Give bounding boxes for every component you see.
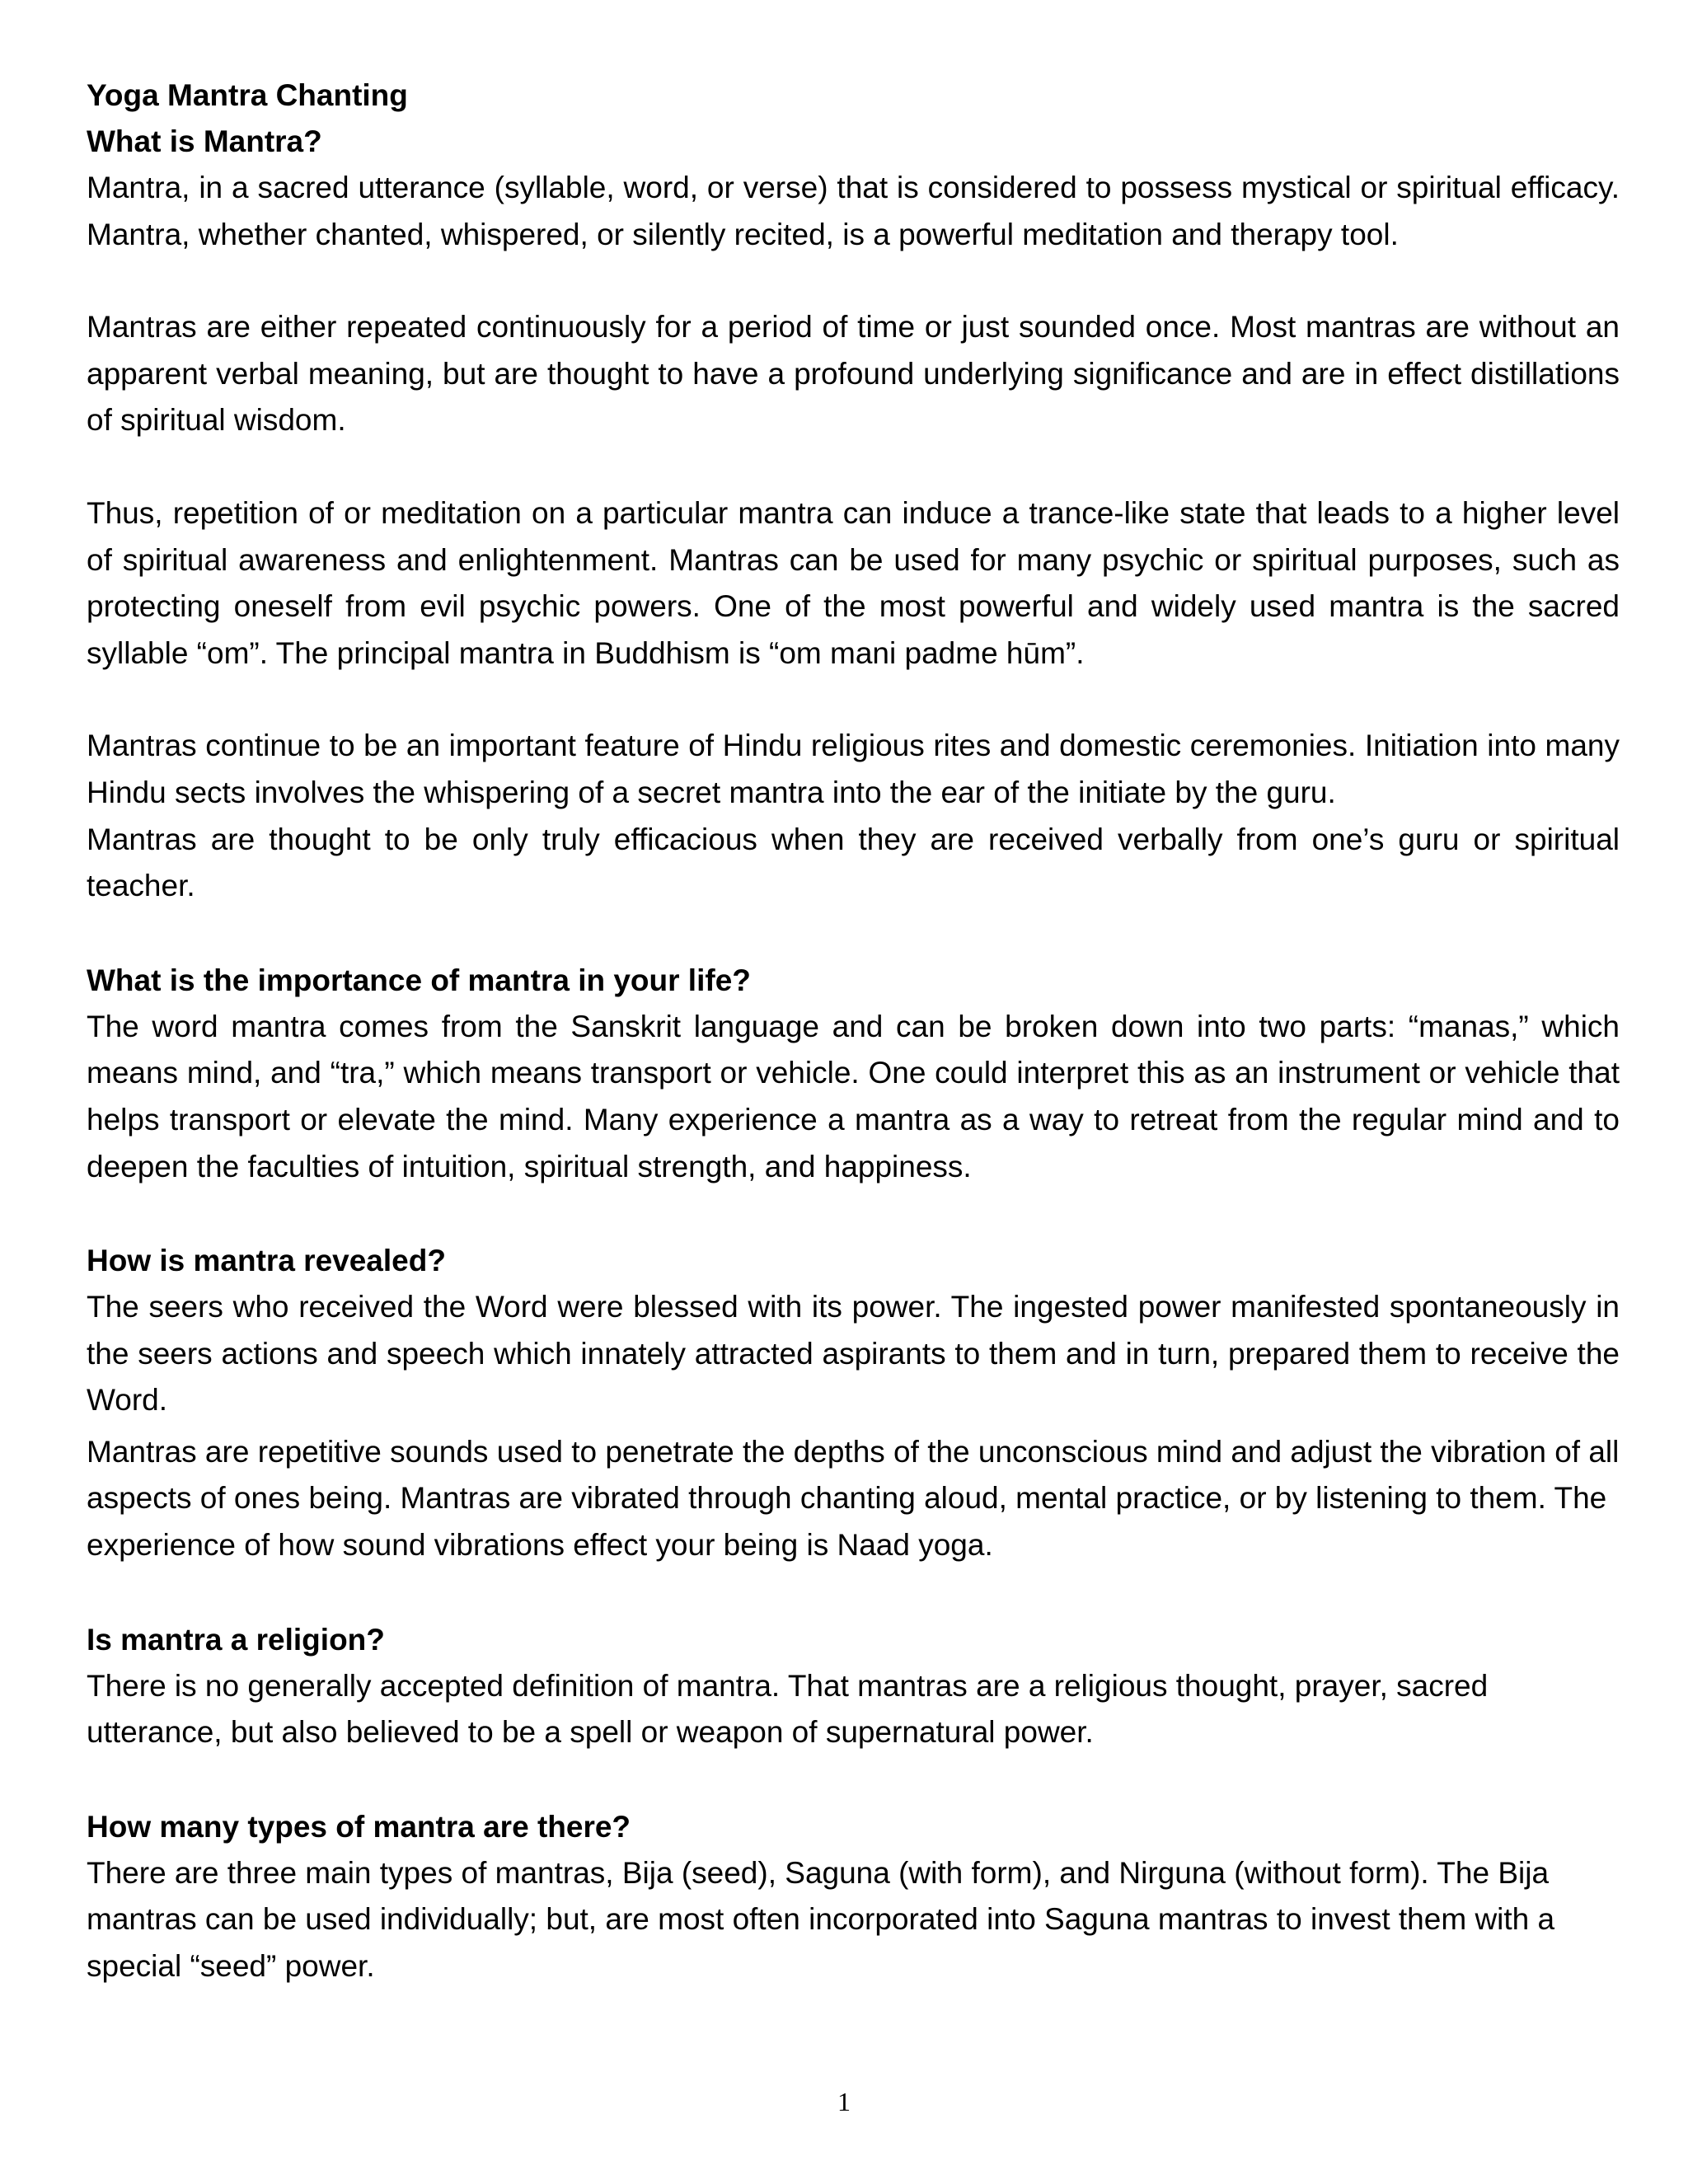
section-heading-what-is-mantra: What is Mantra? bbox=[87, 124, 322, 158]
page-number: 1 bbox=[837, 2087, 851, 2116]
paragraph-seers: The seers who received the Word were blessed with its power. The ingested power manifested spontaneously in the seers actions and speech which innately attracted aspirants to them and in turn, prepared them to receive the Word. bbox=[87, 1290, 1620, 1418]
paragraph-hindu-rites: Mantras continue to be an important feature of Hindu religious rites and domestic ceremonies. Initiation into many Hindu sects involves the whispering of a secret mantra into the ear of the initiate by the guru. bbox=[87, 729, 1620, 809]
document-page bbox=[87, 73, 1620, 1990]
section-heading-religion: Is mantra a religion? bbox=[87, 1622, 385, 1657]
paragraph-types: There are three main types of mantras, Bija (seed), Saguna (with form), and Nirguna (without form). The Bija mantras can be used individually; but, are most often incorporated into Saguna mantras to invest them with a special “seed” power. bbox=[87, 1855, 1555, 1984]
paragraph-repetitive-sounds: Mantras are repetitive sounds used to penetrate the depths of the unconscious mind and adjust the vibration of all aspects of ones being. Mantras are vibrated through chanting aloud, mental practice, or by listening to them. The experience of how sound vibrations effect your being is Naad yoga. bbox=[87, 1434, 1620, 1563]
paragraph-mantra-repetition: Mantras are either repeated continuously for a period of time or just sounded once. Most mantras are without an apparent verbal meaning, but are thought to have a profound underlying significance and are in effect distillations of spiritual wisdom. bbox=[87, 310, 1620, 438]
paragraph-mantra-definition: Mantra, in a sacred utterance (syllable, word, or verse) that is considered to possess mystical or spiritual efficacy. Mantra, whether chanted, whispered, or silently recited, is a powerful meditation and therapy tool. bbox=[87, 171, 1620, 251]
section-heading-importance: What is the importance of mantra in your life? bbox=[87, 963, 751, 997]
paragraph-religion: There is no generally accepted definition of mantra. That mantras are a religious thought, prayer, sacred utterance, but also believed to be a spell or weapon of supernatural power. bbox=[87, 1668, 1489, 1750]
paragraph-mantra-meditation: Thus, repetition of or meditation on a particular mantra can induce a trance-like state that leads to a higher level of spiritual awareness and enlightenment. Mantras can be used for many psychic or spiritual purposes, such as protecting oneself from evil psychic powers. One of the most powerful and widely used mantra is the sacred syllable “om”. The principal mantra in Buddhism is “om mani padme hūm”. bbox=[87, 495, 1620, 670]
section-heading-types: How many types of mantra are there? bbox=[87, 1809, 631, 1844]
paragraph-guru-teacher: Mantras are thought to be only truly efficacious when they are received verbally from one’s guru or spiritual teacher. bbox=[87, 822, 1620, 903]
section-heading-revealed: How is mantra revealed? bbox=[87, 1244, 446, 1278]
paragraph-importance: The word mantra comes from the Sanskrit language and can be broken down into two parts: “manas,” which means mind, and “tra,” which means transport or vehicle. One could interpret this as an instrument or vehicle that helps transport or elevate the mind. Many experience a mantra as a way to retreat from the regular mind and to deepen the faculties of intuition, spiritual strength, and happiness. bbox=[87, 1009, 1620, 1183]
document-title: Yoga Mantra Chanting bbox=[87, 78, 408, 112]
